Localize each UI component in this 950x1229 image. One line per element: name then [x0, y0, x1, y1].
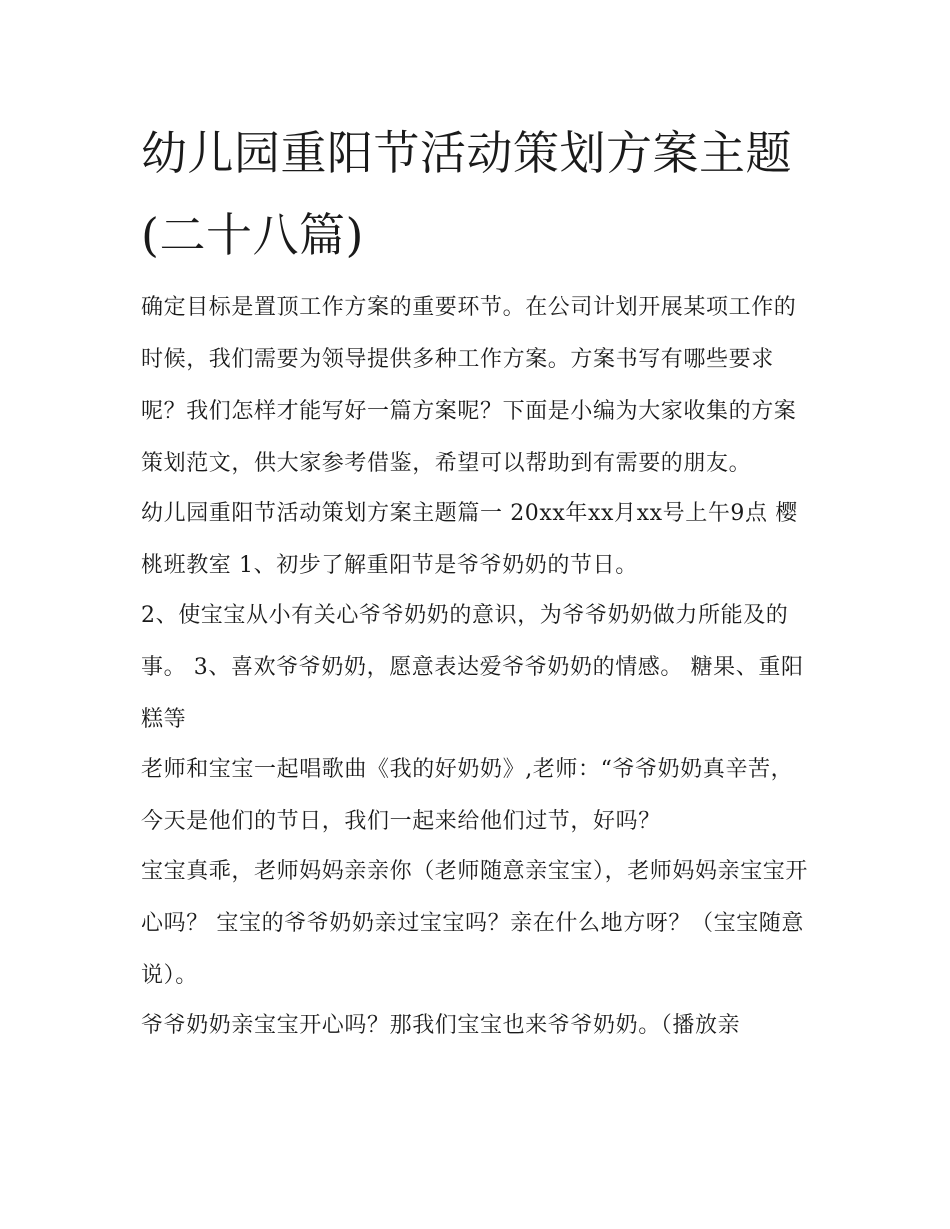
body-paragraph-1: 幼儿园重阳节活动策划方案主题篇一 20xx年xx月xx号上午9点 樱桃班教室 1、初步了解重阳节是爷爷奶奶的节日。 [141, 501, 798, 578]
body-paragraph-2: 2、使宝宝从小有关心爷爷奶奶的意识，为爷爷奶奶做力所能及的事。 3、喜欢爷爷奶奶，愿意表达爱爷爷奶奶的情感。 糖果、重阳糕等 [141, 603, 804, 732]
intro-paragraph: 确定目标是置顶工作方案的重要环节。在公司计划开展某项工作的时候，我们需要为领导提供多种工作方案。方案书写有哪些要求呢？我们怎样才能写好一篇方案呢？下面是小编为大家收集的方案策划范文，供大家参考借鉴，希望可以帮助到有需要的朋友。 [141, 295, 797, 476]
document-title: 幼儿园重阳节活动策划方案主题(二十八篇) [141, 126, 792, 262]
body-paragraph-5: 爷爷奶奶亲宝宝开心吗？那我们宝宝也来爷爷奶奶。（播放亲 [141, 1013, 741, 1038]
document-page [141, 112, 811, 1052]
body-paragraph-4: 宝宝真乖，老师妈妈亲亲你（老师随意亲宝宝），老师妈妈亲宝宝开心吗？ 宝宝的爷爷奶奶亲过宝宝吗？亲在什么地方呀？（宝宝随意说）。 [141, 859, 809, 988]
body-paragraph-3: 老师和宝宝一起唱歌曲《我的好奶奶》,老师：“爷爷奶奶真辛苦，今天是他们的节日，我们一起来给他们过节，好吗？ [141, 757, 794, 834]
